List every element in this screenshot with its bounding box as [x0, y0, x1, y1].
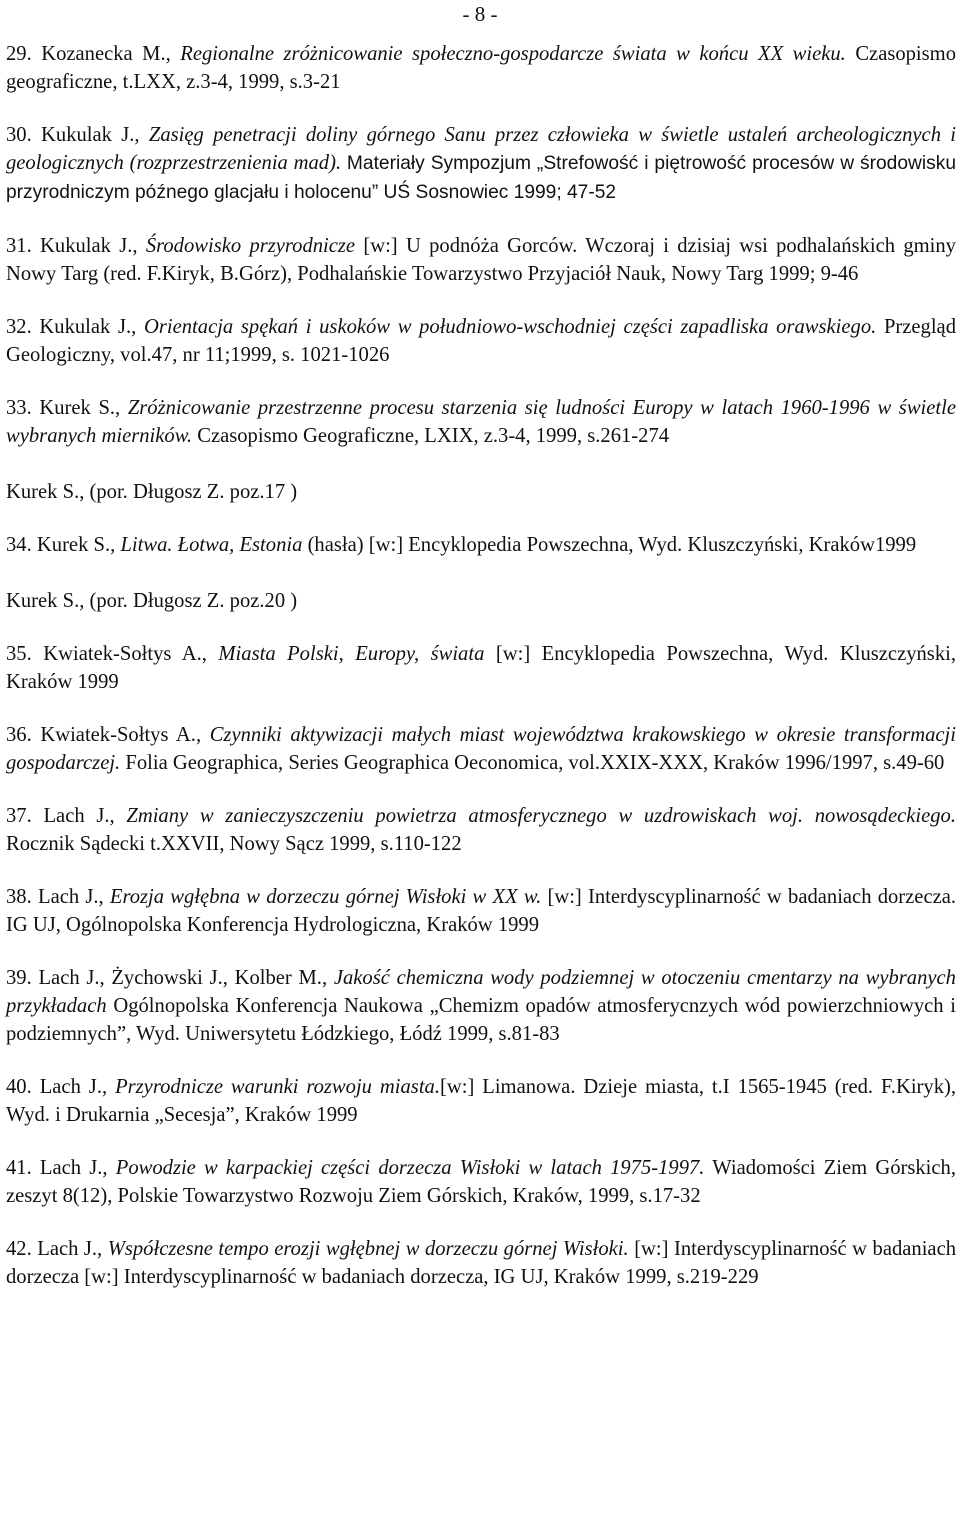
entry-number: 30. [6, 124, 32, 146]
entry-title: Litwa. Łotwa, Estonia [120, 534, 303, 556]
entry-author: Kwiatek-Sołtys A., [40, 724, 202, 746]
entry-details: Wiadomości Ziem Górskich, zeszyt 8(12), Polskie Towarzystwo Rozwoju Ziem Górskich, Kraków, 1999, s.17-32 [6, 1157, 956, 1207]
bibliography-entry-34 [6, 531, 956, 615]
bibliography-entry-31 [6, 232, 956, 288]
entry-author: Kukulak J., [39, 316, 137, 338]
entry-title: Miasta Polski, Europy, świata [218, 643, 485, 665]
entry-number: 32. [6, 316, 32, 338]
bibliography-entry-32 [6, 313, 956, 369]
entry-number: 29. [6, 43, 32, 65]
entry-details: [w:] Interdyscyplinarność w badaniach dorzecza. IG UJ, Ogólnopolska Konferencja Hydrologiczna, Kraków 1999 [6, 886, 957, 936]
entry-title: Przyrodnicze warunki rozwoju miasta. [115, 1076, 440, 1098]
entry-title: Jakość chemiczna wody podziemnej w otoczeniu cmentarzy na wybranych przykładach [6, 967, 956, 1017]
entry-author: Kozanecka M., [41, 43, 171, 65]
entry-title: Regionalne zróżnicowanie społeczno-gospodarcze świata w końcu XX wieku. [180, 43, 846, 65]
bibliography-entry-39 [6, 964, 956, 1048]
entry-author: Lach J., [37, 886, 104, 908]
bibliography-entry-38 [6, 883, 956, 939]
entry-details: [w:] Limanowa. Dzieje miasta, t.I 1565-1945 (red. F.Kiryk), Wyd. i Drukarnia „Secesja”, Kraków 1999 [6, 1076, 957, 1126]
entry-details: [w:] U podnóża Gorców. Wczoraj i dzisiaj wsi podhalańskich gminy Nowy Targ (red. F.Kiryk, B.Górz), Podhalańskie Towarzystwo Przyjaciół Nauk, Nowy Targ 1999; 9-46 [6, 235, 956, 285]
entry-title: Zasięg penetracji doliny górnego Sanu przez człowieka w świetle ustaleń archeologicznych i geologicznych (rozprzestrzenienia mad). [6, 124, 956, 174]
entry-details: Ogólnopolska Konferencja Naukowa „Chemizm opadów atmosferycnzych wód powierzchniowych i podziemnych”, Wyd. Uniwersytetu Łódzkiego, Łódź 1999, s.81-83 [6, 995, 956, 1045]
bibliography-entry-37 [6, 802, 956, 858]
bibliography-entry-30 [6, 121, 956, 207]
entry-author: Kurek S., [39, 397, 121, 419]
bibliography-entry-35 [6, 640, 956, 696]
entry-title: Współczesne tempo erozji wgłębnej w dorzeczu górnej Wisłoki. [107, 1238, 629, 1260]
entry-author: Kwiatek-Sołtys A., [43, 643, 207, 665]
bibliography-entry-41 [6, 1154, 956, 1210]
page-number [0, 0, 960, 28]
entry-author: Lach J., [39, 1076, 108, 1098]
entry-details: [w:] Interdyscyplinarność w badaniach dorzecza [w:] Interdyscyplinarność w badaniach dorzecza, IG UJ, Kraków 1999, s.219-229 [6, 1238, 957, 1288]
entry-details: Rocznik Sądecki t.XXVII, Nowy Sącz 1999, s.110-122 [6, 833, 462, 855]
entry-details: Folia Geographica, Series Geographica Oeconomica, vol.XXIX-XXX, Kraków 1996/1997, s.49-60 [125, 752, 945, 774]
entry-cross-reference: Kurek S., (por. Długosz Z. poz.20 ) [6, 590, 298, 612]
entry-author: Lach J., [37, 1238, 103, 1260]
entry-title: Powodzie w karpackiej części dorzecza Wisłoki w latach 1975-1997. [115, 1157, 705, 1179]
entry-number: 33. [6, 397, 32, 419]
entry-number: 41. [6, 1157, 32, 1179]
entry-details: [w:] Encyklopedia Powszechna, Wyd. Kluszczyński, Kraków 1999 [6, 643, 956, 693]
entry-details: Czasopismo Geograficzne, LXIX, z.3-4, 1999, s.261-274 [197, 425, 670, 447]
entry-details: Przegląd Geologiczny, vol.47, nr 11;1999, s. 1021-1026 [6, 316, 956, 366]
entry-author: Lach J., [43, 805, 115, 827]
entry-title: Środowisko przyrodnicze [145, 235, 356, 257]
entry-number: 36. [6, 724, 32, 746]
entry-author: Kukulak J., [41, 124, 140, 146]
bibliography-list [6, 40, 956, 1316]
entry-details: Czasopismo geograficzne, t.LXX, z.3-4, 1999, s.3-21 [6, 43, 956, 93]
entry-author: Kurek S., [36, 534, 116, 556]
entry-author: Kukulak J., [40, 235, 138, 257]
entry-author: Lach J., [39, 1157, 108, 1179]
entry-title: Erozja wgłębna w dorzeczu górnej Wisłoki w XX w. [109, 886, 542, 908]
bibliography-entry-40 [6, 1073, 956, 1129]
entry-number: 37. [6, 805, 32, 827]
entry-number: 40. [6, 1076, 32, 1098]
bibliography-entry-29 [6, 40, 956, 96]
entry-title: Zróżnicowanie przestrzenne procesu starzenia się ludności Europy w latach 1960-1996 w świetle wybranych mierników. [6, 397, 957, 447]
entry-cross-reference: Kurek S., (por. Długosz Z. poz.17 ) [6, 481, 298, 503]
bibliography-entry-33 [6, 394, 956, 506]
entry-number: 42. [6, 1238, 32, 1260]
entry-title: Zmiany w zanieczyszczeniu powietrza atmosferycznego w uzdrowiskach woj. nowosądeckiego. [126, 805, 957, 827]
entry-title: Czynniki aktywizacji małych miast województwa krakowskiego w okresie transformacji gospodarczej. [6, 724, 956, 774]
entry-details: Materiały Sympozjum „Strefowość i piętrowość procesów w środowisku przyrodniczym późnego glacjału i holocenu” UŚ Sosnowiec 1999; 47-52 [6, 153, 956, 203]
bibliography-entry-42 [6, 1235, 956, 1291]
entry-number: 34. [6, 534, 32, 556]
bibliography-entry-36 [6, 721, 956, 777]
entry-title: Orientacja spękań i uskoków w południowo-wschodniej części zapadliska orawskiego. [144, 316, 877, 338]
entry-number: 39. [6, 967, 32, 989]
entry-author: Lach J., Żychowski J., Kolber M., [38, 967, 328, 989]
entry-number: 38. [6, 886, 32, 908]
page-number-text: - 8 - [462, 2, 498, 26]
entry-number: 35. [6, 643, 32, 665]
entry-details: (hasła) [w:] Encyklopedia Powszechna, Wyd. Kluszczyński, Kraków1999 [307, 534, 917, 556]
entry-number: 31. [6, 235, 32, 257]
